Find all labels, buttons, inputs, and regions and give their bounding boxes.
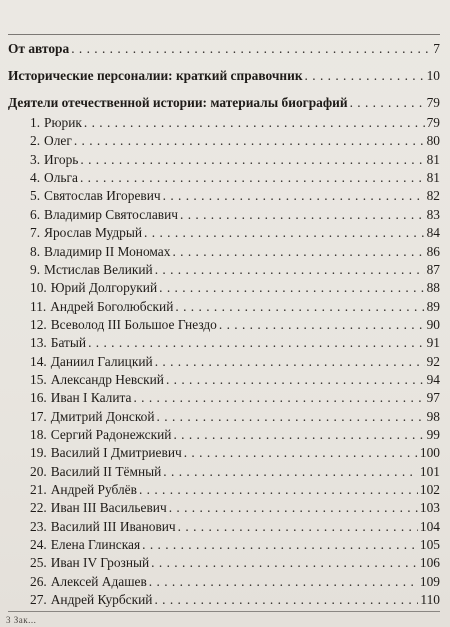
toc-entry-name: Василий II Тёмный [50, 463, 162, 479]
toc-entry-name: Василий III Иванович [50, 518, 176, 534]
toc-entry-name: Олег [44, 133, 72, 149]
dot-leader [163, 188, 425, 204]
toc-page-number: 10 [426, 68, 440, 83]
dot-leader [169, 500, 418, 516]
toc-entry-number: 22. [30, 500, 47, 516]
toc-page-number: 102 [419, 482, 440, 497]
dot-leader [163, 464, 418, 480]
toc-entry-number: 13. [30, 335, 47, 351]
toc-entry-name: Игорь [44, 151, 79, 167]
toc-entry [30, 244, 440, 260]
toc-entry-name: Иван I Калита [50, 390, 132, 406]
toc-page-number: 106 [419, 555, 440, 571]
toc-entry [30, 390, 440, 406]
toc-entry-number: 8. [30, 243, 41, 259]
toc-page-number: 79 [426, 115, 440, 130]
toc-entry-number: 1. [30, 115, 41, 130]
toc-entry-name: Елена Глинская [50, 537, 141, 552]
toc-page-number: 98 [426, 408, 440, 424]
toc-page-number: 92 [426, 353, 440, 369]
toc-section [8, 95, 440, 111]
toc-entry [30, 170, 440, 186]
toc-section [8, 68, 440, 84]
toc-page-number: 100 [419, 445, 440, 461]
toc-entry [30, 445, 440, 461]
toc-entry-name: Ярослав Мудрый [44, 225, 143, 241]
toc-entry-number: 21. [30, 482, 47, 497]
dot-leader [178, 519, 418, 535]
toc-entry-name: Иван III Васильевич [50, 500, 167, 516]
toc-entry-number: 16. [30, 390, 47, 406]
toc-entry-number: 7. [30, 225, 41, 241]
toc-page-number: 80 [426, 133, 440, 149]
toc-page-number: 90 [426, 316, 440, 332]
dot-leader [155, 262, 425, 278]
toc-entry-number: 6. [30, 206, 41, 222]
dot-leader [139, 482, 418, 498]
toc-entry-number: 9. [30, 261, 41, 277]
toc-entry-name: Ольга [44, 170, 78, 186]
dot-leader [133, 390, 424, 406]
toc-entry [30, 280, 440, 296]
toc-entry-number: 24. [30, 537, 47, 552]
toc-entry-number: 17. [30, 408, 47, 424]
toc-entry-name: Андрей Рублёв [50, 482, 137, 497]
toc-entry-number: 19. [30, 445, 47, 461]
toc-page-number: 81 [426, 151, 440, 167]
dot-leader [350, 95, 425, 111]
toc-entry-name: Владимир II Мономах [44, 243, 171, 259]
dot-leader [172, 244, 424, 260]
toc-entry [30, 372, 440, 388]
dot-leader [305, 68, 425, 84]
toc-entry-number: 12. [30, 316, 47, 332]
top-rule [8, 34, 440, 35]
toc-entry-name: Святослав Игоревич [44, 188, 161, 204]
toc-page-number: 101 [419, 463, 440, 479]
dot-leader [173, 427, 424, 443]
toc-page-number: 109 [419, 573, 440, 589]
toc-entry-number: 18. [30, 427, 47, 442]
toc-entry-name: Василий I Дмитриевич [50, 445, 182, 461]
dot-leader [157, 409, 425, 425]
toc-entry-number: 26. [30, 573, 47, 589]
toc-page-number: 7 [433, 41, 440, 56]
dot-leader [149, 574, 418, 590]
dot-leader [155, 354, 425, 370]
toc-entry [30, 537, 440, 553]
toc-entry [30, 133, 440, 149]
toc-page-number: 89 [426, 298, 440, 314]
toc-page-number: 81 [426, 170, 440, 186]
dot-leader [166, 372, 425, 388]
toc-page-number: 103 [419, 500, 440, 516]
toc-entry [30, 500, 440, 516]
dot-leader [219, 317, 425, 333]
toc-entry-name: Рюрик [44, 115, 82, 130]
toc-entry-number: 14. [30, 353, 47, 369]
toc-page-number: 82 [426, 188, 440, 204]
toc-page-number: 104 [419, 518, 440, 534]
toc-entry [30, 555, 440, 571]
toc-entry [30, 299, 440, 315]
dot-leader [71, 41, 431, 57]
toc-entry-number: 11. [30, 298, 47, 314]
toc-entry-name: Даниил Галицкий [50, 353, 153, 369]
toc-entry-number: 5. [30, 188, 41, 204]
toc-page-number: 105 [419, 537, 440, 552]
toc-entry [30, 225, 440, 241]
toc-entry-name: Мстислав Великий [44, 261, 153, 277]
dot-leader [74, 133, 425, 149]
toc-entry-name: Иван IV Грозный [50, 555, 150, 571]
toc-entry [30, 464, 440, 480]
toc-entry [30, 115, 440, 131]
dot-leader [175, 299, 424, 315]
toc-page-number: 84 [426, 225, 440, 241]
dot-leader [151, 555, 418, 571]
dot-leader [80, 170, 425, 186]
toc-entry [30, 262, 440, 278]
toc-entry-name: Всеволод III Большое Гнездо [50, 316, 217, 332]
toc-entry [30, 188, 440, 204]
toc-entry-number: 25. [30, 555, 47, 571]
toc-entry-number: 10. [30, 280, 47, 296]
toc-section-title: Исторические персоналии: краткий справочник [8, 68, 303, 83]
toc-page-number: 97 [426, 390, 440, 406]
toc-entry-number: 20. [30, 463, 47, 479]
toc-page-number: 99 [426, 427, 440, 442]
toc-entry-name: Батый [50, 335, 87, 351]
dot-leader [180, 207, 425, 223]
toc-entry [30, 427, 440, 443]
toc-entry [30, 335, 440, 351]
dot-leader [154, 592, 418, 608]
dot-leader [80, 152, 424, 168]
toc-entry [30, 354, 440, 370]
toc-entry [30, 207, 440, 223]
toc-entry [30, 519, 440, 535]
toc-entry-name: Сергий Радонежский [50, 427, 172, 442]
toc-page-number: 83 [426, 206, 440, 222]
toc-entry-number: 23. [30, 518, 47, 534]
toc-page-number: 86 [426, 243, 440, 259]
toc-entry-name: Андрей Курбский [50, 592, 153, 608]
toc-page-number: 110 [420, 592, 440, 608]
toc-entry [30, 152, 440, 168]
toc-entry [30, 592, 440, 608]
toc-entry-number: 15. [30, 371, 47, 387]
toc-page-number: 94 [426, 371, 440, 387]
footer-signature: 3 Зак... [6, 615, 37, 625]
toc-entry [30, 409, 440, 425]
bottom-rule [8, 611, 440, 612]
toc-entry-name: Андрей Боголюбский [50, 298, 174, 314]
toc-page-number: 88 [426, 280, 440, 296]
toc-entry [30, 574, 440, 590]
toc-entry-name: Александр Невский [50, 371, 164, 387]
toc-page-number: 87 [426, 261, 440, 277]
toc-page-number: 91 [426, 335, 440, 351]
toc-entry-name: Юрий Долгорукий [50, 280, 158, 296]
toc-entry [30, 482, 440, 498]
dot-leader [88, 335, 425, 351]
toc-section [8, 41, 440, 57]
toc-entry-number: 27. [30, 592, 47, 608]
toc-section-title: От автора [8, 41, 70, 56]
toc-page-number: 79 [426, 95, 440, 110]
dot-leader [142, 537, 418, 553]
toc-section-title: Деятели отечественной истории: материалы биографий [8, 95, 348, 110]
dot-leader [144, 225, 425, 241]
dot-leader [184, 445, 418, 461]
toc-entry-name: Владимир Святославич [44, 206, 178, 222]
toc-entry-number: 4. [30, 170, 41, 186]
toc-entry-number: 3. [30, 151, 41, 167]
toc-entry-number: 2. [30, 133, 41, 149]
toc-entry-name: Алексей Адашев [50, 573, 147, 589]
toc-entry [30, 317, 440, 333]
dot-leader [84, 115, 425, 131]
toc-entry-name: Дмитрий Донской [50, 408, 155, 424]
dot-leader [159, 280, 424, 296]
